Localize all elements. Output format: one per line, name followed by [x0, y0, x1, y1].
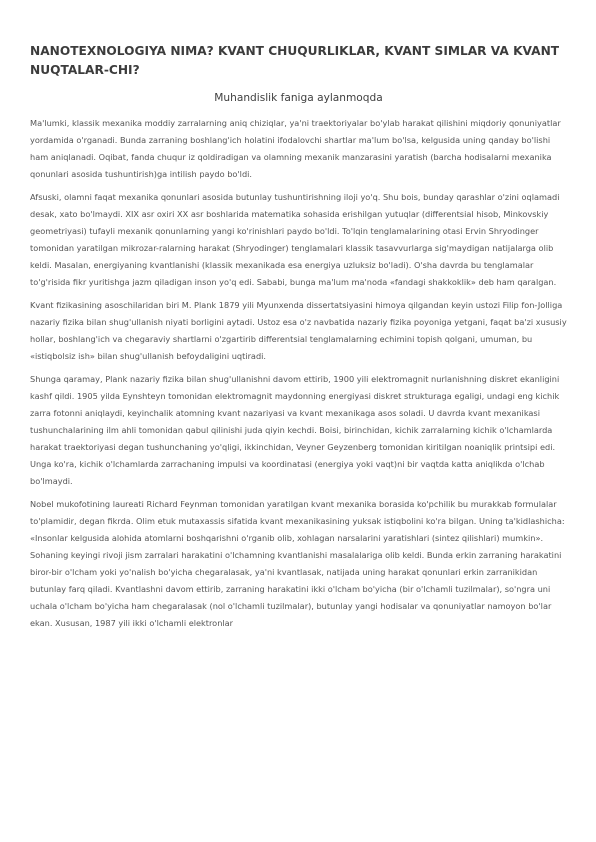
paragraph-2: Afsuski, olamni faqat mexanika qonunlari asosida butunlay tushuntirishning iloji yo'q. Shu bois, bunday qarashlar o'zini oqlamadi desak, xato bo'lmaydi. XIX asr oxiri XX asr boshlarida matematika sohasida erishilgan yutuqlar (differentsial hisob, Minkovskiy geometriyasi) tufayli mexanik qonunlarning yangi ko'rinishlari paydo bo'ldi. To'lqin tenglamalarining otasi Ervin Shryodinger tomonidan yaratilgan mikrozar-ralarning harakat (Shryodinger) tenglamalari klassik tasavvurlarga sig'maydigan natijalarga olib keldi. Masalan, energiyaning kvantlanishi (klassik mexanikada esa energiya uzluksiz bo'ladi). O'sha davrda bu tenglamalar to'g'risida fikr yuritishga jazm qiladigan inson yo'q edi. Sababi, bunga ma'lum ma'noda «fandagi shakkoklik» deb ham qaralgan. — [30, 192, 560, 287]
article-title: NANOTEXNOLOGIYA NIMA? KVANT CHUQURLIKLAR, KVANT SIMLAR VA KVANT NUQTALAR-CHI? — [30, 44, 560, 77]
paragraph-3: Kvant fizikasining asoschilaridan biri M. Plank 1879 yili Myunxenda dissertatsiyasini himoya qilgandan keyin ustozi Filip fon-Jolliga nazariy fizika bilan shug'ullanish niyati borligini aytadi. Ustoz esa o'z navbatida nazariy fizika poyoniga yetgani, faqat ba'zi xususiy hollar, boshlang'ich va chegaraviy shartlarni o'zgartirib differentsial tenglamalarning echimini topish qolgani, umuman, bu «istiqbolsiz ish» bilan shug'ullanish befoydaligini uqtiradi. — [30, 300, 567, 361]
paragraph-5: Nobel mukofotining laureati Richard Feynman tomonidan yaratilgan kvant mexanika borasida ko'pchilik bu murakkab formulalar to'plamidir, degan fikrda. Olim etuk mutaxassis sifatida kvant mexanikasining yuksak istiqbolini ko'ra bilgan. Uning ta'kidlashicha: «Insonlar kelgusida alohida atomlarni boshqarishni o'rganib olib, xohlagan narsalarini yaratishlari (sintez qilishlari) mumkin». Sohaning keyingi rivoji jism zarralari harakatini o'lchamning kvantlanishi masalalariga olib keldi. Bunda erkin zarraning harakatini biror-bir o'lcham yoki yo'nalish bo'yicha chegaralasak, ya'ni kvantlasak, natijada uning harakat qonunlari erkin zarranikidan butunlay farq qiladi. Kvantlashni davom ettirib, zarraning harakatini ikki o'lcham bo'yicha (bir o'lchamli tuzilmalar), so'ngra uni uchala o'lcham bo'yicha ham chegaralasak (nol o'lchamli tuzilmalar), butunlay yangi hodisalar va qonuniyatlar namoyon bo'lar ekan. Xususan, 1987 yili ikki o'lchamli elektronlar — [30, 499, 565, 628]
paragraph-1: Ma'lumki, klassik mexanika moddiy zarralarning aniq chiziqlar, ya'ni traektoriyalar bo'ylab harakat qilishini miqdoriy qonuniyatlar yordamida o'rganadi. Bunda zarraning boshlang'ich holatini ifodalovchi shartlar ma'lum bo'lsa, kelgusida uning qanday bo'lishi ham aniqlanadi. Oqibat, fanda chuqur iz qoldiradigan va olamning mexanik manzarasini yaratish (barcha hodisalarni mexanika qonunlari asosida tushuntirish)ga intilish paydo bo'ldi. — [30, 118, 561, 179]
paragraph-4: Shunga qaramay, Plank nazariy fizika bilan shug'ullanishni davom ettirib, 1900 yili elektromagnit nurlanishning diskret ekanligini kashf qildi. 1905 yilda Eynshteyn tomonidan elektromagnit maydonning energiyasi diskret strukturaga egaligi, undagi eng kichik zarra fotonni aniqlaydi, keyinchalik atomning kvant nazariyasi va kvant mexanikaga asos soladi. U davrda kvant mexanikasi tushunchalarining ilm ahli tomonidan qabul qilinishi juda qiyin kechdi. Boisi, birinchidan, kichik zarralarning kichik o'lchamlarda harakat traektoriyasi degan tushunchaning yo'qligi, ikkinchidan, Veyner Geyzenberg tomonidan kiritilgan noaniqlik printsipi edi. Unga ko'ra, kichik o'lchamlarda zarrachaning impulsi va koordinatasi (energiya yoki vaqt)ni bir vaqtda katta aniqlikda o'lchab bo'lmaydi. — [30, 374, 560, 486]
article-subtitle: Muhandislik faniga aylanmoqda — [214, 92, 383, 104]
